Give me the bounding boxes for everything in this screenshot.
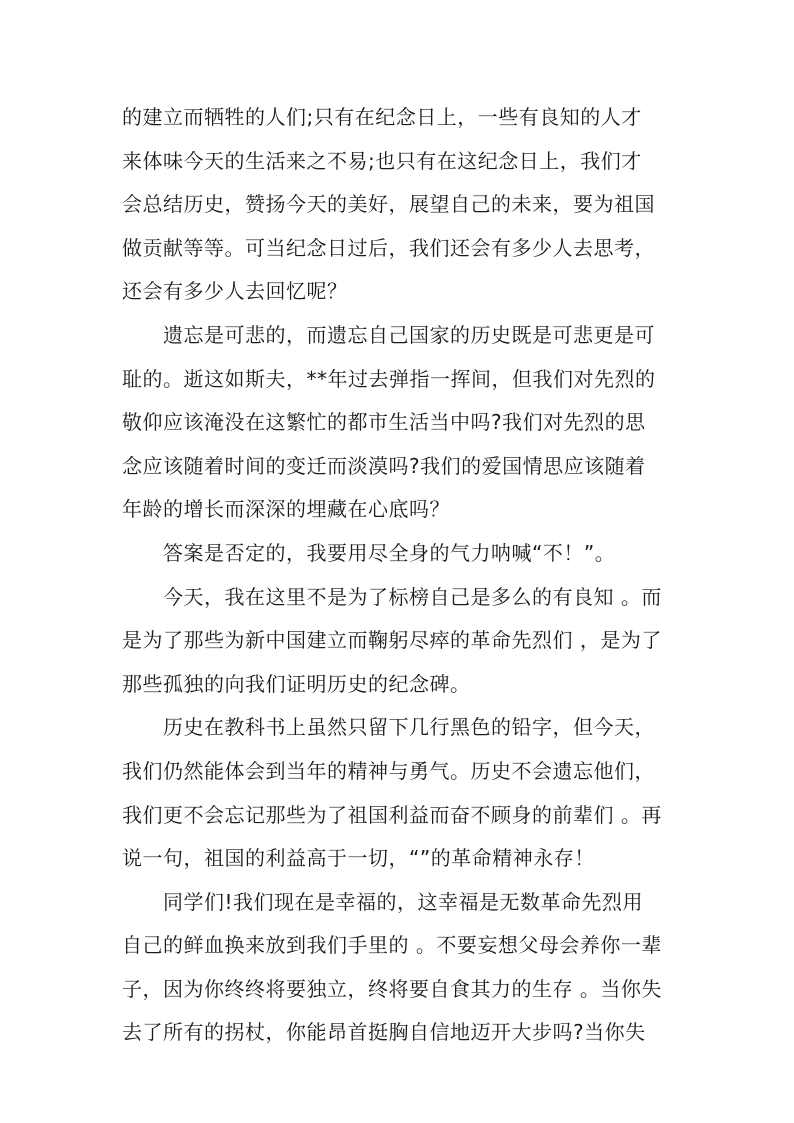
- text-line: 耻的。逝这如斯夫，**年过去弹指一挥间，但我们对先烈的: [122, 366, 656, 391]
- text-line: 做贡献等等。可当纪念日过后，我们还会有多少人去思考，: [122, 235, 655, 260]
- text-line: 去了所有的拐杖，你能昂首挺胸自信地迈开大步吗?当你失: [122, 1020, 646, 1045]
- text-line: 敬仰应该淹没在这繁忙的都市生活当中吗?我们对先烈的思: [122, 410, 646, 435]
- text-line: 说一句，祖国的利益高于一切，“”的革命精神永存！: [122, 846, 595, 871]
- document-body: [122, 96, 682, 1055]
- text-line: 历史在教科书上虽然只留下几行黑色的铅字，但今天，: [122, 715, 655, 740]
- text-line: 会总结历史，赞扬今天的美好，展望自己的未来，要为祖国: [122, 192, 655, 217]
- text-line: 自己的鲜血换来放到我们手里的 。不要妄想父母会养你一辈: [122, 933, 662, 958]
- text-line: 我们仍然能体会到当年的精神与勇气。历史不会遗忘他们，: [122, 758, 655, 783]
- text-line: 我们更不会忘记那些为了祖国利益而奋不顾身的前辈们 。再: [122, 802, 662, 827]
- text-line: 的建立而牺牲的人们;只有在纪念日上，一些有良知的人才: [122, 105, 642, 129]
- text-line: 年龄的增长而深深的埋藏在心底吗？: [122, 497, 450, 522]
- text-line: 遗忘是可悲的，而遗忘自己国家的历史既是可悲更是可: [122, 322, 655, 347]
- text-line: 是为了那些为新中国建立而鞠躬尽瘁的革命先烈们 ，是为了: [122, 628, 662, 653]
- text-line: 那些孤独的向我们证明历史的纪念碑。: [122, 671, 471, 696]
- text-line: 子，因为你终终将要独立，终将要自食其力的生存 。当你失: [122, 976, 662, 1001]
- text-line: 来体味今天的生活来之不易;也只有在这纪念日上，我们才: [122, 148, 642, 173]
- text-line: 还会有多少人去回忆呢？: [122, 279, 348, 304]
- text-line: 今天，我在这里不是为了标榜自己是多么的有良知 。而: [122, 584, 662, 609]
- text-line: 同学们!我们现在是幸福的，这幸福是无数革命先烈用: [122, 889, 644, 914]
- text-line: 答案是否定的，我要用尽全身的气力呐喊“不！”。: [122, 540, 616, 565]
- text-line: 念应该随着时间的变迁而淡漠吗?我们的爱国情思应该随着: [122, 453, 646, 478]
